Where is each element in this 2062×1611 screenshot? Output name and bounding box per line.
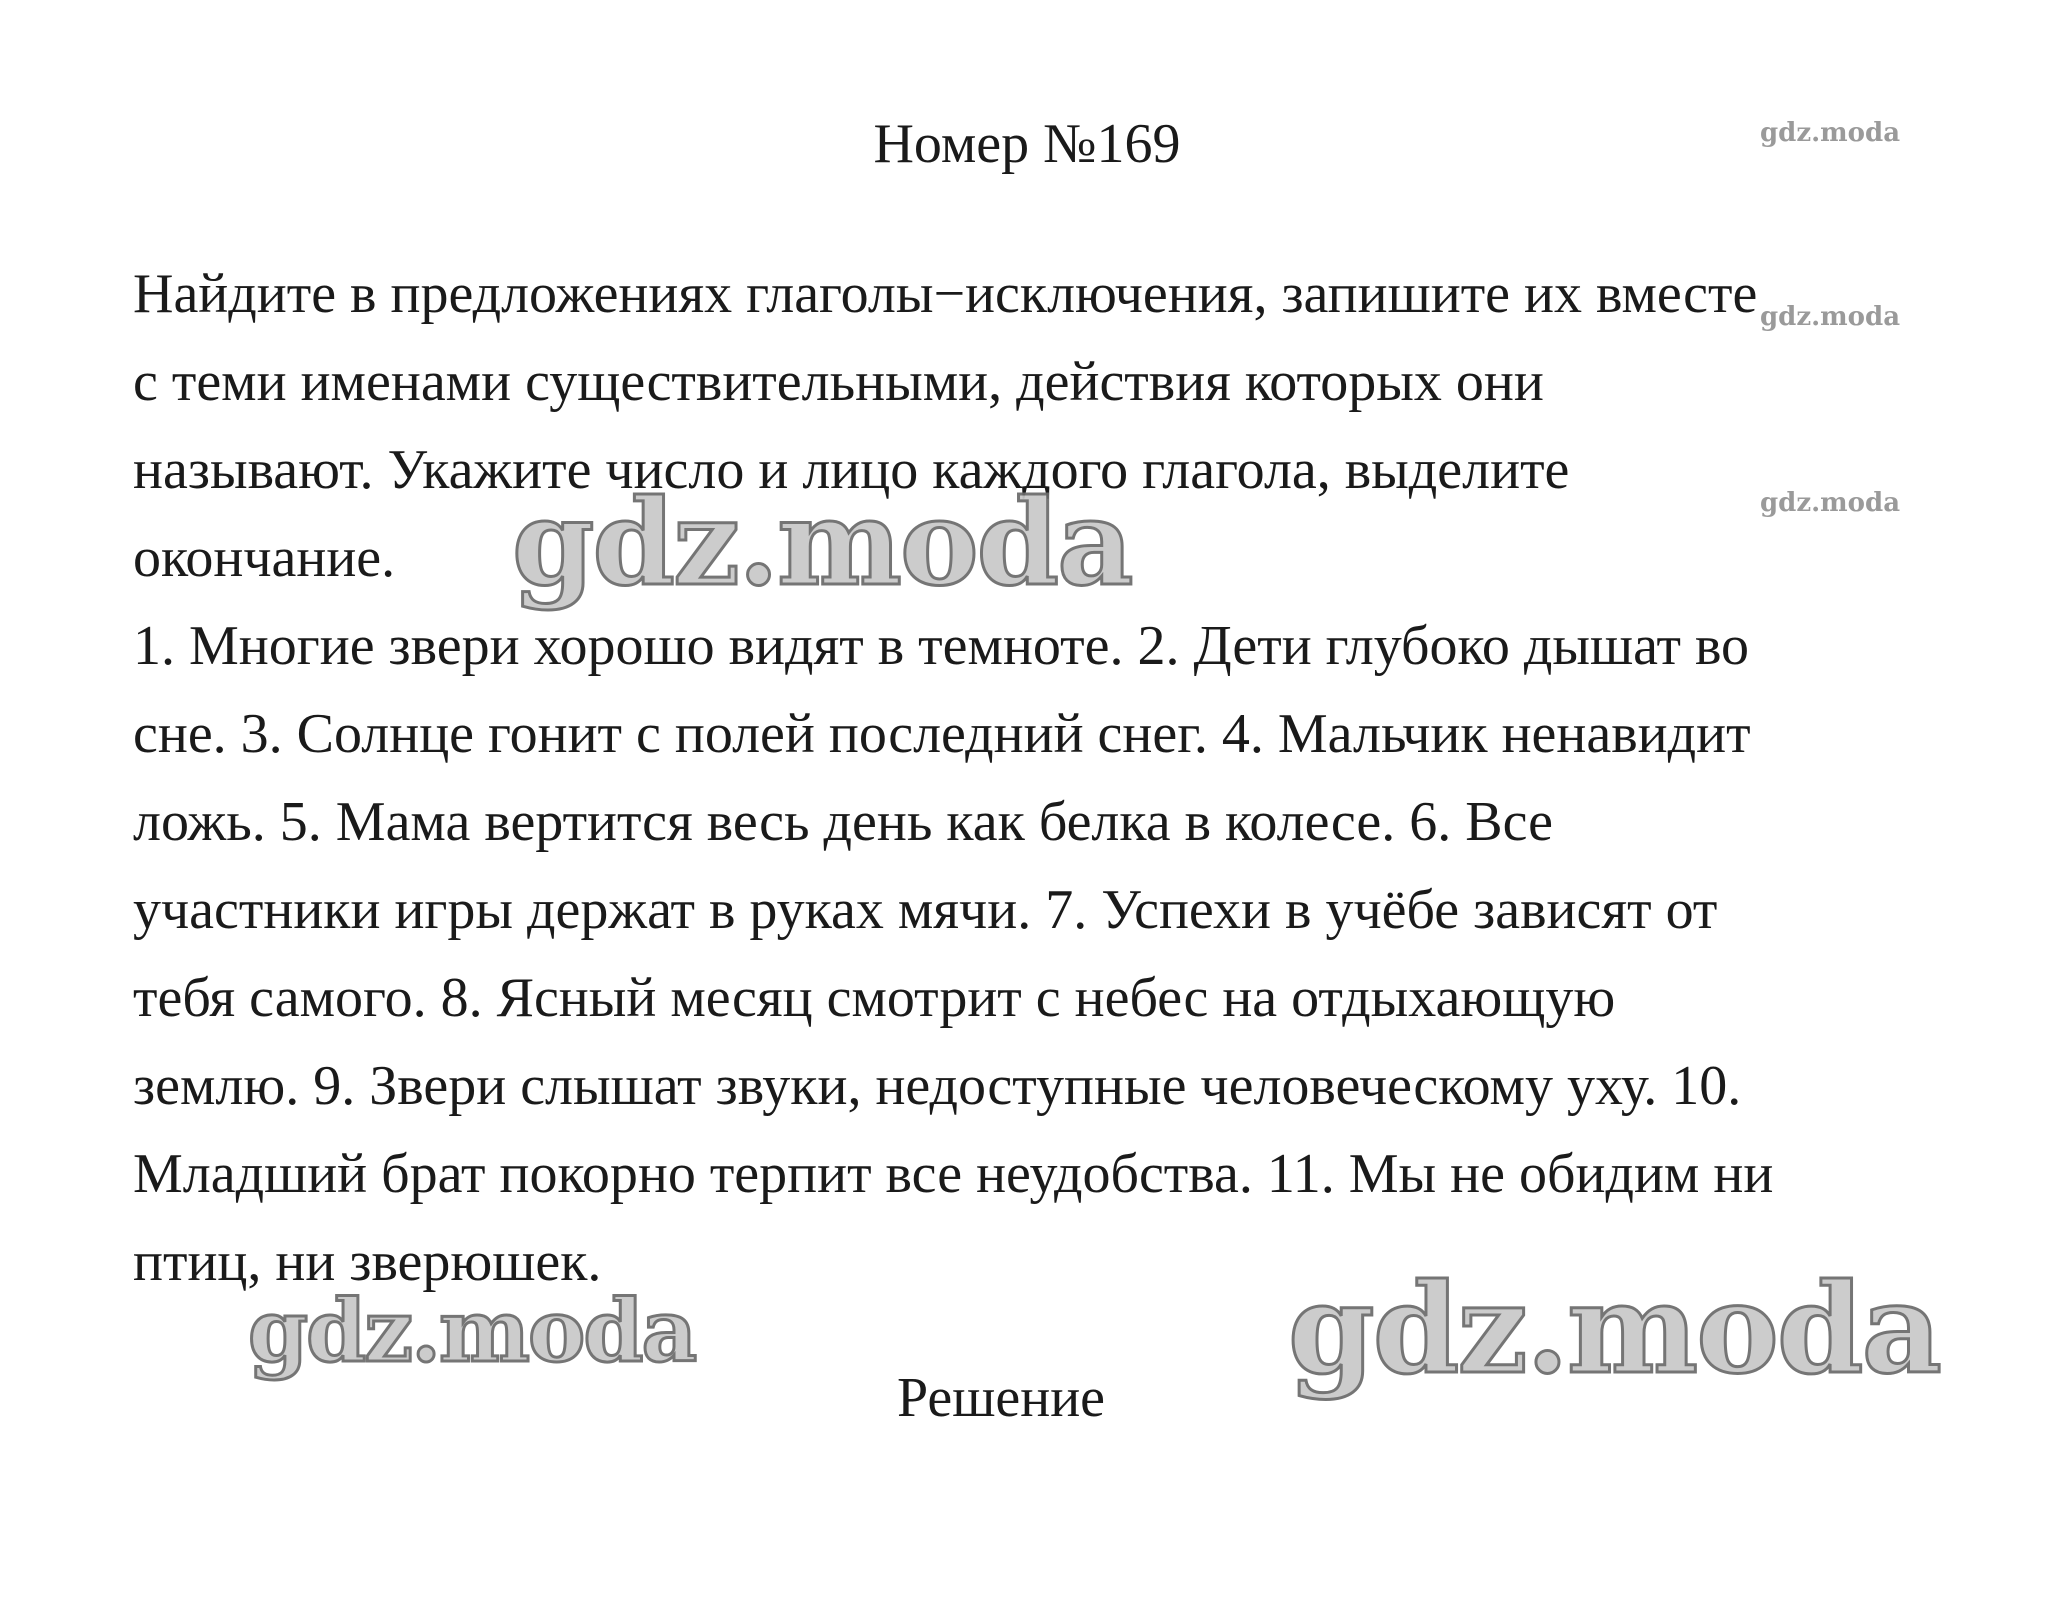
text-line: ложь. 5. Мама вертится весь день как белка в колесе. 6. Все — [133, 791, 1553, 853]
text-line: землю. 9. Звери слышат звуки, недоступные человеческому уху. 10. — [133, 1055, 1742, 1117]
watermark-small: gdz.moda — [1760, 488, 1901, 518]
text-line: окончание. — [133, 527, 396, 589]
text-line: птиц, ни зверюшек. — [133, 1231, 602, 1293]
watermark-small: gdz.moda — [1760, 118, 1901, 148]
text-line: Найдите в предложениях глаголы−исключения, запишите их вместе — [133, 263, 1758, 325]
page-title-text: Номер №169 — [873, 113, 1181, 175]
watermark-large: gdz.moda — [1288, 1257, 1940, 1402]
text-line: сне. 3. Солнце гонит с полей последний снег. 4. Мальчик ненавидит — [133, 703, 1751, 765]
exercise-text — [133, 250, 1923, 1306]
watermark-large: gdz.moda — [248, 1281, 696, 1382]
text-line: участники игры держат в руках мячи. 7. Успехи в учёбе зависят от — [133, 879, 1718, 941]
solution-heading: Решение — [896, 1367, 1106, 1429]
watermark-large: gdz.moda — [512, 473, 1132, 612]
text-line: 1. Многие звери хорошо видят в темноте. 2. Дети глубоко дышат во — [133, 615, 1750, 677]
watermark-small: gdz.moda — [1760, 302, 1901, 332]
page-title — [0, 108, 2058, 180]
text-line: тебя самого. 8. Ясный месяц смотрит с небес на отдыхающую — [133, 967, 1616, 1029]
text-line: Младший брат покорно терпит все неудобства. 11. Мы не обидим ни — [133, 1143, 1774, 1205]
text-line: с теми именами существительными, действия которых они — [133, 351, 1544, 413]
text-line: называют. Укажите число и лицо каждого глагола, выделите — [133, 439, 1570, 501]
